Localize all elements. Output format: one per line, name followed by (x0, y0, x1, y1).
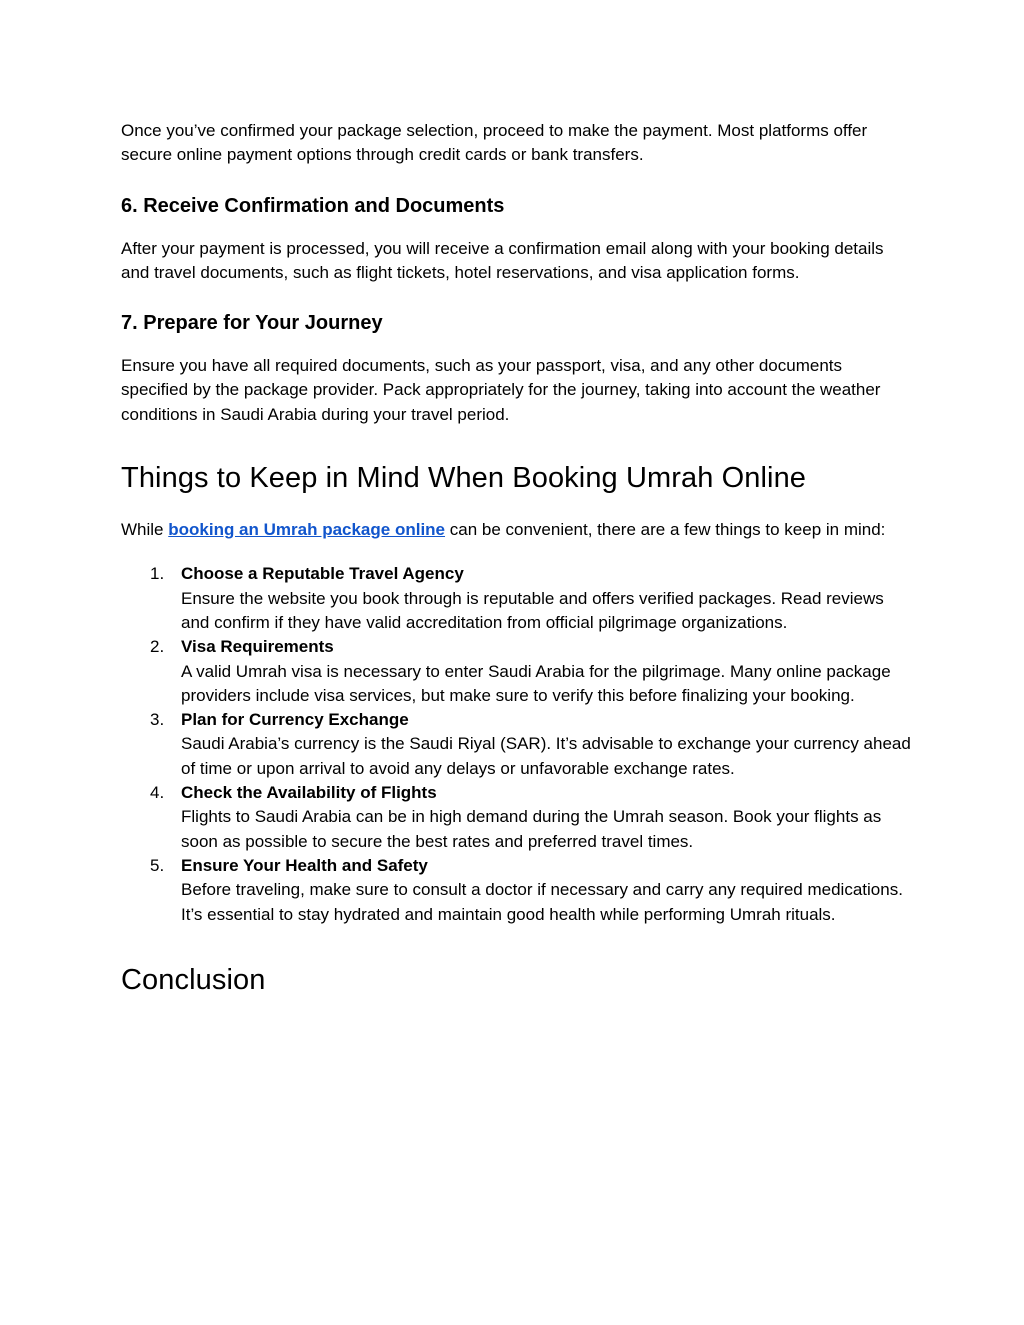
list-item-text: Ensure the website you book through is reputable and offers verified packages. Read reviews and confirm if they have valid accreditation from official pilgrimage organizations. (181, 588, 884, 632)
list-item-number: 5. (150, 855, 165, 875)
conclusion-heading: Conclusion (121, 963, 266, 996)
list-item-number: 1. (150, 564, 165, 584)
things-section-heading: Things to Keep in Mind When Booking Umrah Online (121, 462, 807, 495)
list-item-title: Visa Requirements (181, 637, 334, 657)
list-item-number: 3. (150, 710, 165, 730)
list-item-number: 4. (150, 783, 165, 803)
list-item-text: Before traveling, make sure to consult a doctor if necessary and carry any required medications. It’s essential to stay hydrated and maintain good health while performing Umrah rituals. (181, 880, 903, 924)
list-item-text: Flights to Saudi Arabia can be in high demand during the Umrah season. Book your flights as soon as possible to secure the best rates and preferred travel times. (181, 807, 882, 851)
list-item-number: 2. (150, 637, 165, 657)
things-intro-before: While (121, 520, 169, 540)
list-item-title: Check the Availability of Flights (181, 783, 437, 803)
step7-paragraph: Ensure you have all required documents, such as your passport, visa, and any other documents specified by the package provider. Pack appropriately for the journey, taking into account the weather conditions in Saudi Arabia during your travel period. (121, 356, 881, 424)
list-item-text: Saudi Arabia’s currency is the Saudi Riyal (SAR). It’s advisable to exchange your currency ahead of time or upon arrival to avoid any delays or unfavorable exchange rates. (181, 734, 911, 778)
things-intro-after: can be convenient, there are a few things to keep in mind: (445, 520, 886, 540)
step7-heading: 7. Prepare for Your Journey (121, 312, 383, 335)
list-item-title: Choose a Reputable Travel Agency (181, 564, 464, 584)
list-item (121, 635, 911, 708)
document-page (121, 119, 911, 998)
list-item (121, 562, 911, 635)
list-item (121, 854, 911, 927)
list-item (121, 708, 911, 781)
intro-paragraph: Once you’ve confirmed your package selection, proceed to make the payment. Most platforms offer secure online payment options through credit cards or bank transfers. (121, 121, 868, 165)
list-item-title: Plan for Currency Exchange (181, 710, 409, 730)
step6-heading: 6. Receive Confirmation and Documents (121, 194, 505, 217)
things-intro-paragraph (121, 518, 911, 542)
things-list (121, 562, 911, 926)
step6-paragraph: After your payment is processed, you will receive a confirmation email along with your booking details and travel documents, such as flight tickets, hotel reservations, and visa application forms. (121, 238, 884, 282)
list-item-text: A valid Umrah visa is necessary to enter Saudi Arabia for the pilgrimage. Many online package providers include visa services, but make sure to verify this before finalizing your booking. (181, 661, 891, 705)
booking-umrah-package-link[interactable]: booking an Umrah package online (168, 520, 446, 540)
list-item-title: Ensure Your Health and Safety (181, 855, 428, 875)
list-item (121, 781, 911, 854)
